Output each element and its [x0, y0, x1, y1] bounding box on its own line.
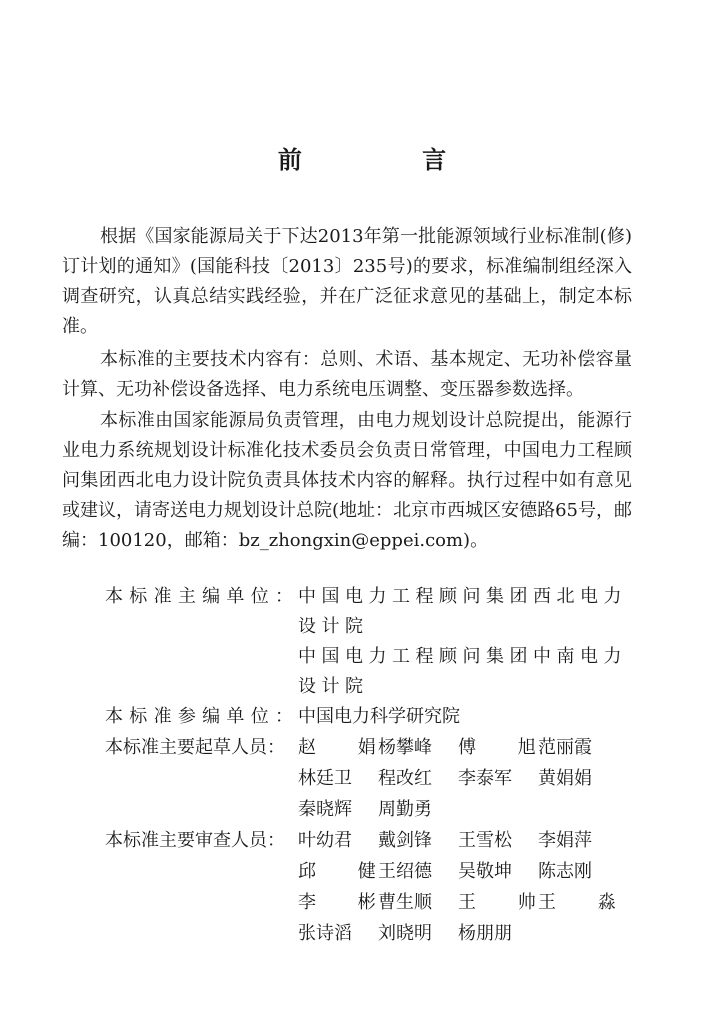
drafter-name: 林廷卫	[298, 768, 352, 789]
reviewer-name: 戴剑锋	[378, 830, 432, 851]
participant-unit-1: 中国电力科学研究院	[298, 706, 460, 727]
drafter-name: 傅 旭	[458, 737, 554, 758]
drafter-name: 赵 娟	[298, 737, 394, 758]
paragraph-main-content: 本标准的主要技术内容有：总则、术语、基本规定、无功补偿容量计算、无功补偿设备选择、电力系统电压调整、变压器参数选择。	[62, 349, 632, 400]
chief-editor-unit-1: 中国电力工程顾问集团西北电力设计院	[298, 586, 627, 637]
chief-editor-label: 本标准主编单位：	[105, 586, 293, 607]
page-title: 前 言	[277, 146, 503, 174]
drafter-name: 周勤勇	[378, 799, 432, 820]
reviewer-name: 张诗滔	[298, 923, 352, 944]
reviewer-name: 曹生顺	[378, 892, 432, 913]
drafter-name: 杨攀峰	[378, 737, 432, 758]
reviewers-label: 本标准主要审查人员：	[105, 830, 285, 851]
drafter-name: 李泰军	[458, 768, 512, 789]
reviewer-name: 李娟萍	[538, 830, 592, 851]
paragraph-management-contact: 本标准由国家能源局负责管理，由电力规划设计总院提出，能源行业电力系统规划设计标准化技术委员会负责日常管理，中国电力工程顾问集团西北电力设计院负责具体技术内容的解释。执行过程中如有意见或建议，请寄送电力规划设计总院(地址：北京市西城区安德路65号，邮编：100120，邮箱：bz_zhongxin@eppei.com)。	[62, 410, 632, 551]
reviewer-name: 邱 健	[298, 861, 394, 882]
reviewer-name: 杨朋朋	[458, 923, 512, 944]
reviewer-name: 王 帅	[458, 892, 554, 913]
reviewer-name: 刘晓明	[378, 923, 432, 944]
drafter-name: 程改红	[378, 768, 432, 789]
chief-editor-unit-2: 中国电力工程顾问集团中南电力设计院	[298, 646, 627, 697]
paragraph-plan-basis: 根据《国家能源局关于下达2013年第一批能源领域行业标准制(修)订计划的通知》(国能科技〔2013〕235号)的要求，标准编制组经深入调查研究，认真总结实践经验，并在广泛征求意见的基础上，制定本标准。	[62, 226, 632, 337]
reviewer-name: 王 淼	[538, 892, 634, 913]
reviewer-name: 王绍德	[378, 861, 432, 882]
reviewer-name: 叶幼君	[298, 830, 352, 851]
reviewer-name: 吴敬坤	[458, 861, 512, 882]
drafter-name: 范丽霞	[538, 737, 592, 758]
drafter-name: 秦晓辉	[298, 799, 352, 820]
drafter-name: 黄娟娟	[538, 768, 592, 789]
reviewer-name: 王雪松	[458, 830, 512, 851]
reviewer-name: 李 彬	[298, 892, 394, 913]
participant-label: 本标准参编单位：	[105, 706, 293, 727]
drafters-label: 本标准主要起草人员：	[105, 737, 285, 758]
reviewer-name: 陈志刚	[538, 861, 592, 882]
